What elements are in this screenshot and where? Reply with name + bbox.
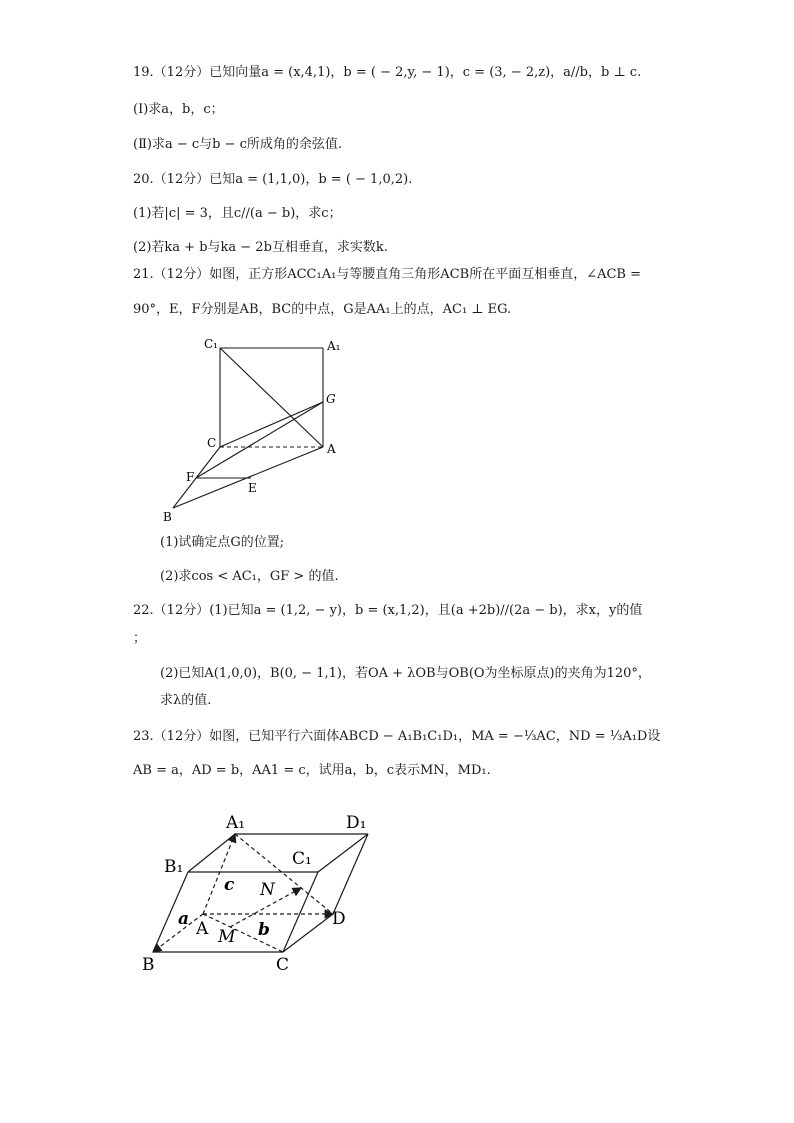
q19-part2: (Ⅱ)求a − c与b − c所成角的余弦值. (133, 137, 343, 152)
q22-stem-line1: 22.（12分）(1)已知a = (1,2, − y)，b = (x,1,2)，且(a +2b)//(2a − b)，求x，y的值 (133, 603, 643, 618)
label-d1: D₁ (346, 813, 367, 833)
q23-stem-line2: AB = a，AD = b，AA1 = c，试用a，b，c表示MN，MD₁. (133, 763, 491, 778)
label-m: M (218, 927, 236, 947)
label-b: B (142, 955, 155, 975)
q19-stem: 19.（12分）已知向量a = (x,4,1)，b = ( − 2,y, − 1)，c = (3, − 2,z)，a//b，b ⊥ c. (133, 65, 642, 80)
label-vec-b: b (258, 920, 270, 940)
q22-part2-line2: 求λ的值. (160, 693, 212, 708)
q23-stem-line1: 23.（12分）如图，已知平行六面体ABCD − A₁B₁C₁D₁，MA = −⅓AC，ND = ⅓A₁D设 (133, 729, 661, 744)
label-a: A (196, 919, 209, 939)
label-vec-a: a (178, 909, 190, 929)
label-b: B (163, 510, 172, 524)
edge-a1-d (235, 834, 333, 914)
q21-part2: (2)求cos < AC₁，GF > 的值. (160, 569, 339, 584)
q20-stem: 20.（12分）已知a = (1,1,0)，b = ( − 1,0,2). (133, 172, 413, 187)
label-d: D (332, 909, 346, 929)
q20-part2: (2)若ka + b与ka − 2b互相垂直，求实数k. (133, 240, 388, 255)
q21-part1: (1)试确定点G的位置; (160, 535, 285, 550)
label-c: C (207, 436, 217, 450)
label-c1: C₁ (204, 337, 218, 351)
label-a1: A₁ (327, 339, 341, 353)
label-a1: A₁ (226, 813, 246, 833)
label-a: A (327, 442, 336, 456)
figure-21 (150, 330, 350, 526)
label-f: F (186, 470, 195, 484)
label-c1: C₁ (292, 849, 312, 869)
edge-c-d (283, 914, 333, 952)
figure-23 (140, 800, 390, 980)
label-vec-c: c (224, 875, 235, 895)
q21-stem-line1: 21.（12分）如图，正方形ACC₁A₁与等腰直角三角形ACB所在平面互相垂直，∠ACB = (133, 267, 642, 282)
edge-c1-a (220, 348, 323, 447)
label-n: N (260, 880, 275, 900)
edge-c1-c (283, 872, 318, 952)
q19-part1: (Ⅰ)求a，b，c； (133, 102, 224, 117)
label-c: C (276, 955, 290, 975)
label-g: G (326, 392, 336, 406)
edge-a-a1 (203, 834, 235, 914)
q21-stem-line2: 90°，E，F分别是AB，BC的中点，G是AA₁上的点，AC₁ ⊥ EG. (133, 302, 512, 317)
label-e: E (248, 481, 257, 495)
label-b1: B₁ (164, 857, 184, 877)
edge-c-g (220, 402, 323, 447)
edge-d1-d (333, 834, 368, 914)
edge-d1-c1 (318, 834, 368, 872)
q22-part2-line1: (2)已知A(1,0,0)，B(0, − 1,1)，若OA + λOB与OB(O为坐标原点)的夹角为120°， (160, 666, 651, 681)
q22-stem-line2: ； (133, 631, 147, 646)
q20-part1: (1)若|c| = 3，且c//(a − b)，求c； (133, 206, 342, 221)
